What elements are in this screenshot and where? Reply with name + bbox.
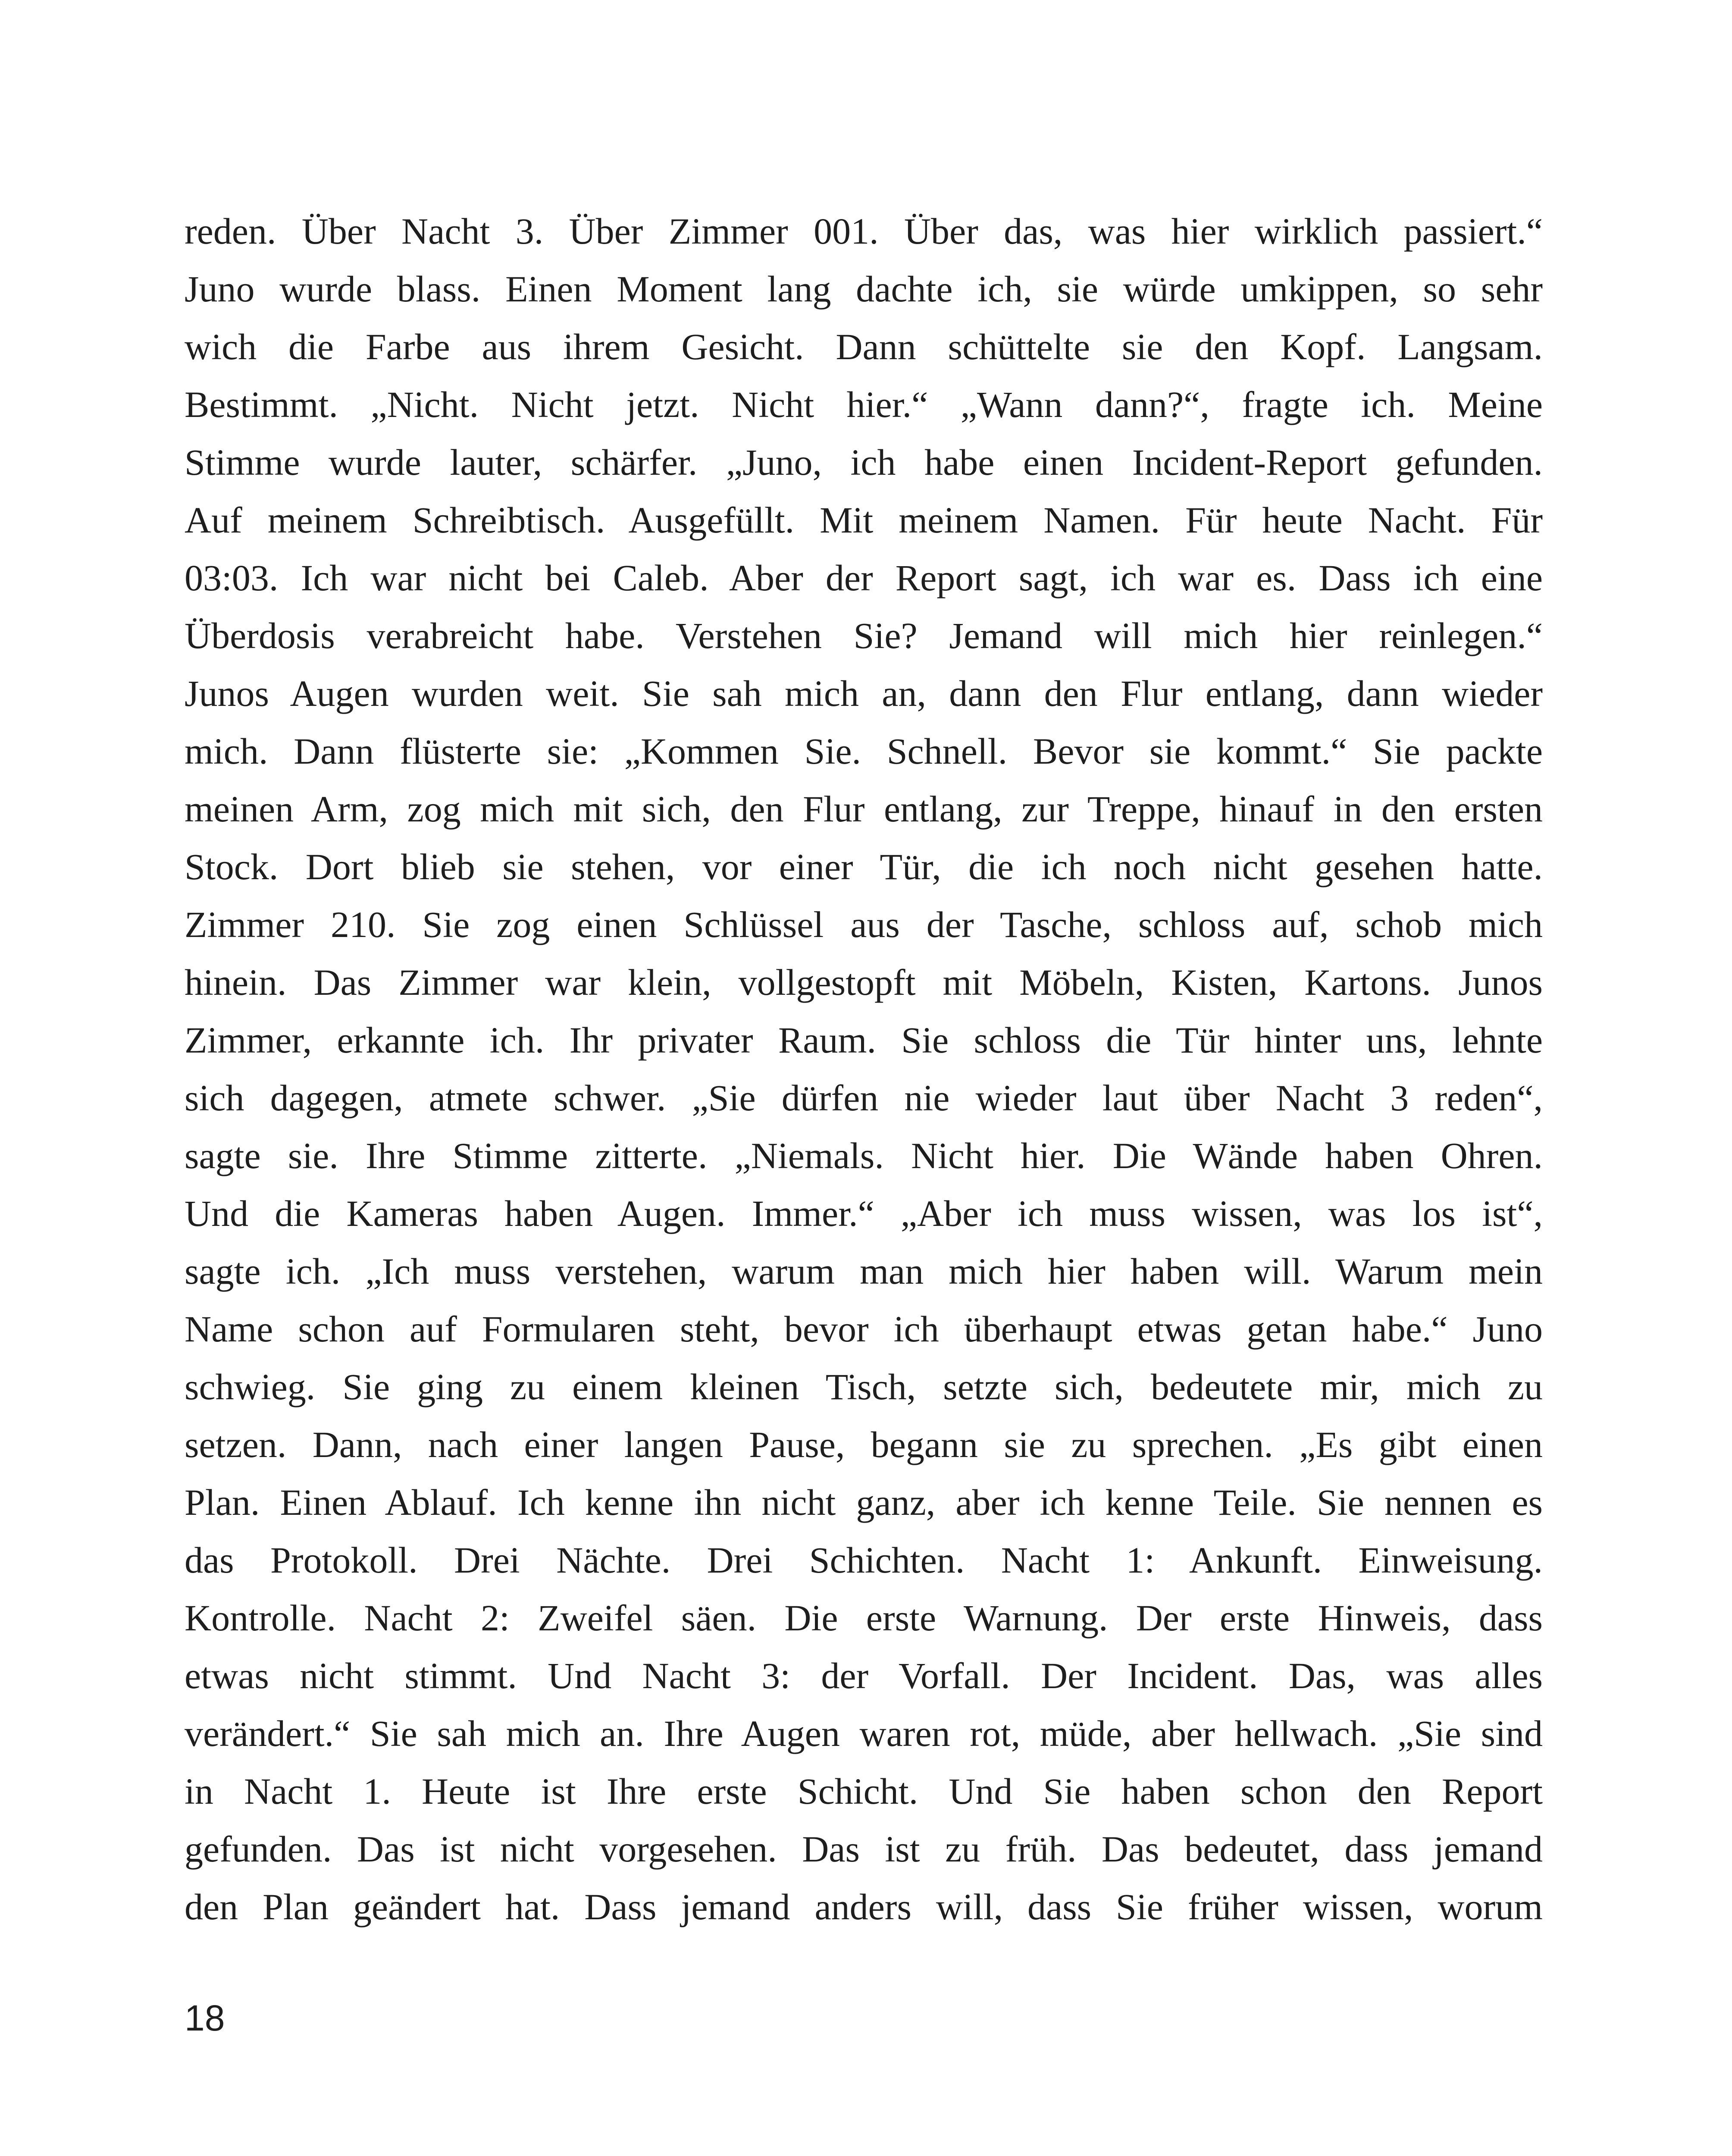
text-line: gefunden. Das ist nicht vorgesehen. Das ist zu früh. Das bedeutet, dass jemand (185, 1828, 1543, 1870)
text-line: hinein. Das Zimmer war klein, vollgestopft mit Möbeln, Kisten, Kartons. Junos (185, 962, 1543, 1003)
text-line: Name schon auf Formularen steht, bevor ich überhaupt etwas getan habe.“ Juno (185, 1308, 1543, 1350)
text-line: Kontrolle. Nacht 2: Zweifel säen. Die erste Warnung. Der erste Hinweis, dass (185, 1597, 1543, 1639)
text-line: Stimme wurde lauter, schärfer. „Juno, ich habe einen Incident-Report gefunden. (185, 442, 1543, 483)
text-line: Und die Kameras haben Augen. Immer.“ „Aber ich muss wissen, was los ist“, (185, 1193, 1543, 1234)
page-number: 18 (185, 1998, 225, 2038)
text-line: etwas nicht stimmt. Und Nacht 3: der Vorfall. Der Incident. Das, was alles (185, 1655, 1543, 1696)
text-line: Bestimmt. „Nicht. Nicht jetzt. Nicht hier.“ „Wann dann?“, fragte ich. Meine (185, 384, 1543, 425)
text-line: Zimmer, erkannte ich. Ihr privater Raum. Sie schloss die Tür hinter uns, lehnte (185, 1019, 1543, 1061)
text-line: Zimmer 210. Sie zog einen Schlüssel aus der Tasche, schloss auf, schob mich (185, 904, 1543, 945)
text-line: in Nacht 1. Heute ist Ihre erste Schicht. Und Sie haben schon den Report (185, 1771, 1543, 1812)
text-line: Junos Augen wurden weit. Sie sah mich an, dann den Flur entlang, dann wieder (185, 673, 1543, 714)
text-line: 03:03. Ich war nicht bei Caleb. Aber der Report sagt, ich war es. Dass ich eine (185, 557, 1543, 599)
text-line: setzen. Dann, nach einer langen Pause, begann sie zu sprechen. „Es gibt einen (185, 1424, 1543, 1465)
text-line: Plan. Einen Ablauf. Ich kenne ihn nicht ganz, aber ich kenne Teile. Sie nennen es (185, 1482, 1543, 1523)
text-line: schwieg. Sie ging zu einem kleinen Tisch, setzte sich, bedeutete mir, mich zu (185, 1366, 1543, 1407)
text-line: Überdosis verabreicht habe. Verstehen Sie? Jemand will mich hier reinlegen.“ (185, 615, 1543, 656)
text-line: sagte ich. „Ich muss verstehen, warum man mich hier haben will. Warum mein (185, 1250, 1543, 1292)
text-line: mich. Dann flüsterte sie: „Kommen Sie. Schnell. Bevor sie kommt.“ Sie packte (185, 730, 1543, 772)
text-line: meinen Arm, zog mich mit sich, den Flur entlang, zur Treppe, hinauf in den ersten (185, 788, 1543, 830)
text-line: reden. Über Nacht 3. Über Zimmer 001. Über das, was hier wirklich passiert.“ (185, 210, 1543, 252)
text-line: Stock. Dort blieb sie stehen, vor einer Tür, die ich noch nicht gesehen hatte. (185, 846, 1543, 887)
text-line: das Protokoll. Drei Nächte. Drei Schichten. Nacht 1: Ankunft. Einweisung. (185, 1539, 1543, 1581)
text-line: wich die Farbe aus ihrem Gesicht. Dann schüttelte sie den Kopf. Langsam. (185, 326, 1543, 367)
body-text (185, 202, 1543, 1936)
text-line: sagte sie. Ihre Stimme zitterte. „Niemals. Nicht hier. Die Wände haben Ohren. (185, 1135, 1543, 1176)
text-line: Juno wurde blass. Einen Moment lang dachte ich, sie würde umkippen, so sehr (185, 268, 1543, 310)
text-line: Auf meinem Schreibtisch. Ausgefüllt. Mit meinem Namen. Für heute Nacht. Für (185, 499, 1543, 541)
text-line: den Plan geändert hat. Dass jemand anders will, dass Sie früher wissen, worum (185, 1886, 1543, 1927)
text-line: sich dagegen, atmete schwer. „Sie dürfen nie wieder laut über Nacht 3 reden“, (185, 1077, 1543, 1119)
text-line: verändert.“ Sie sah mich an. Ihre Augen waren rot, müde, aber hellwach. „Sie sind (185, 1713, 1543, 1754)
